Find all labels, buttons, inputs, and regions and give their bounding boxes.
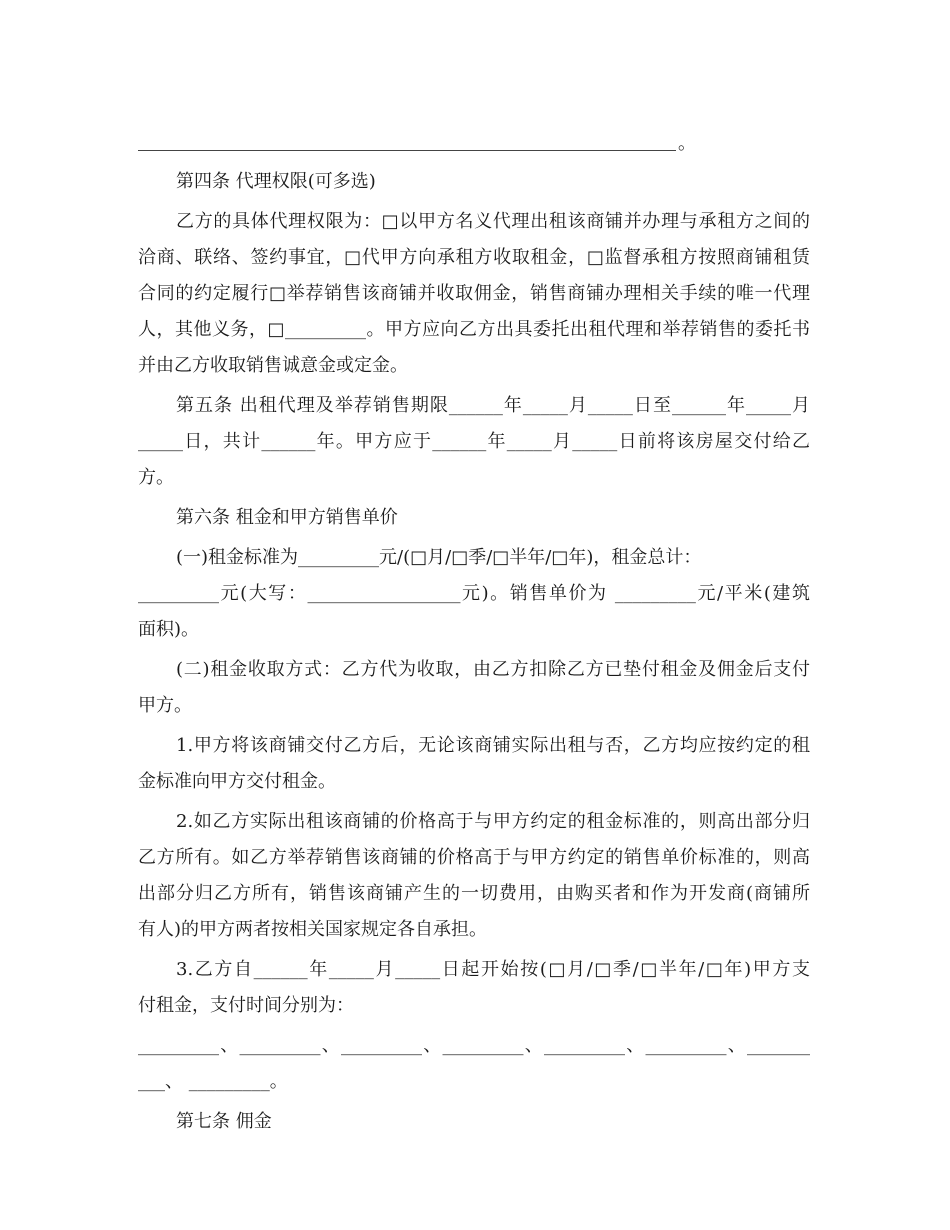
art6-p2-line-2: 甲方。 [138,695,192,716]
payment-dates-line-2: ___、 _________。 [138,1071,288,1092]
contract-page [138,128,810,1140]
article-4-title: 第四条 代理权限(可多选) [176,171,376,192]
art6-p4-line-2: 乙方所有。如乙方举荐销售该商铺的价格高于与甲方约定的销售单价标准的，则高 [138,847,810,868]
art4-line-1: 乙方的具体代理权限为：□以甲方名义代理出租该商铺并办理与承租方之间的 [176,211,810,232]
article-7-title: 第七条 佣金 [176,1111,272,1132]
art6-p2-line-1: (二)租金收取方式：乙方代为收取，由乙方扣除乙方已垫付租金及佣金后支付 [176,659,810,680]
art4-line-4: 人，其他义务，□_________。甲方应向乙方出具委托出租代理和举荐销售的委托书 [138,319,810,340]
payment-dates-line-1: _________、_________、_________、_________、_________、_________、_______ [138,1035,810,1056]
top-line-period: 。 [678,133,696,154]
art6-p4-line-1: 2.如乙方实际出租该商铺的价格高于与甲方约定的租金标准的，则高出部分归 [176,811,810,832]
art6-p4-line-4: 有人)的甲方两者按相关国家规定各自承担。 [138,919,488,940]
art6-p1-line-3: 面积)。 [138,619,200,640]
art4-line-2: 洽商、联络、签约事宜，□代甲方向承租方收取租金，□监督承租方按照商铺租赁 [138,247,810,268]
article-6-title: 第六条 租金和甲方销售单价 [176,507,398,528]
art6-p1-line-1: (一)租金标准为_________元/(□月/□季/□半年/□年)，租金总计： [176,547,702,568]
art6-p5-line-1: 3.乙方自______年_____月_____日起开始按(□月/□季/□半年/□年)甲方支 [176,959,810,980]
art6-p3-line-2: 金标准向甲方交付租金。 [138,771,336,792]
art5-line-3: 方。 [138,467,174,488]
art5-line-1: 第五条 出租代理及举荐销售期限______年_____月_____日至______年_____月 [176,395,810,416]
art5-line-2: _____日，共计______年。甲方应于______年_____月_____日前将该房屋交付给乙 [138,431,810,452]
art4-line-5: 并由乙方收取销售诚意金或定金。 [138,355,408,376]
art6-p3-line-1: 1.甲方将该商铺交付乙方后，无论该商铺实际出租与否，乙方均应按约定的租 [176,735,810,756]
art6-p5-line-2: 付租金，支付时间分别为： [138,995,354,1016]
art6-p1-line-2: _________元(大写：_________________元)。销售单价为 _________元/平米(建筑 [138,583,810,604]
art4-line-3: 合同的约定履行□举荐销售该商铺并收取佣金，销售商铺办理相关手续的唯一代理 [138,283,810,304]
art6-p4-line-3: 出部分归乙方所有，销售该商铺产生的一切费用，由购买者和作为开发商(商铺所 [138,883,810,904]
